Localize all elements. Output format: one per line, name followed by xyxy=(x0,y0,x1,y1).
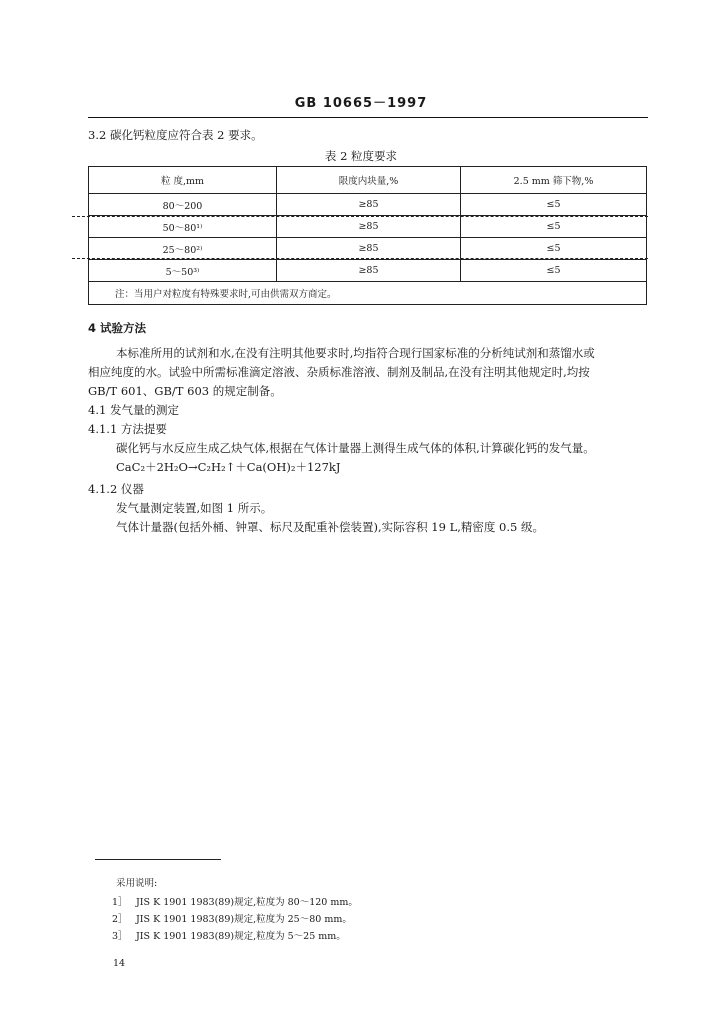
table-row xyxy=(89,194,647,216)
section-4-1-2-line: 发气量测定装置,如图 1 所示。 xyxy=(116,501,273,515)
section-4-para-line: GB/T 601、GB/T 603 的规定制备。 xyxy=(88,384,282,398)
cell-granularity: 25～80²⁾ xyxy=(89,238,277,260)
cell-undersize: ≤5 xyxy=(461,260,647,282)
footnote-text: JIS K 1901 1983(89)规定,粒度为 5～25 mm。 xyxy=(136,931,346,942)
section-4-1-heading: 4.1 发气量的测定 xyxy=(88,403,179,417)
section-4-para-line: 本标准所用的试剂和水,在没有注明其他要求时,均指符合现行国家标准的分析纯试剂和蒸馏水或 xyxy=(116,346,595,360)
header-within-limit: 限度内块量,% xyxy=(277,167,461,194)
section-4-para-line: 相应纯度的水。试验中所需标准滴定溶液、杂质标准溶液、制剂及制品,在没有注明其他规定时,均按 xyxy=(88,365,590,379)
footnote-text: JIS K 1901 1983(89)规定,粒度为 80～120 mm。 xyxy=(136,897,358,908)
grade-table xyxy=(88,166,647,305)
scan-dashed-line xyxy=(72,216,648,217)
table-caption: 表 2 粒度要求 xyxy=(324,149,398,163)
header-granularity: 粒 度,mm xyxy=(89,167,277,194)
footnote-title: 采用说明: xyxy=(116,878,158,889)
cell-within-limit: ≥85 xyxy=(277,260,461,282)
cell-within-limit: ≥85 xyxy=(277,194,461,216)
section-4-1-1-text: 碳化钙与水反应生成乙炔气体,根据在气体计量器上测得生成气体的体积,计算碳化钙的发气量。 xyxy=(116,441,595,455)
table-row xyxy=(89,260,647,282)
page-number: 14 xyxy=(113,958,126,969)
footnote-text: JIS K 1901 1983(89)规定,粒度为 25～80 mm。 xyxy=(136,914,352,925)
cell-within-limit: ≥85 xyxy=(277,238,461,260)
cell-within-limit: ≥85 xyxy=(277,216,461,238)
header-undersize: 2.5 mm 筛下物,% xyxy=(461,167,647,194)
table-row xyxy=(89,216,647,238)
header-rule xyxy=(88,117,648,118)
cell-granularity: 80～200 xyxy=(89,194,277,216)
footnote-number: 2］ xyxy=(112,914,128,925)
section-3-2: 3.2 碳化钙粒度应符合表 2 要求。 xyxy=(88,128,263,142)
section-4-1-2-heading: 4.1.2 仪器 xyxy=(88,482,144,496)
footnote-rule xyxy=(95,859,221,860)
reaction-equation: CaC₂＋2H₂O→C₂H₂↑＋Ca(OH)₂＋127kJ xyxy=(116,460,341,474)
cell-granularity: 5～50³⁾ xyxy=(89,260,277,282)
table-header-row xyxy=(89,167,647,194)
section-4-heading: 4 试验方法 xyxy=(88,321,147,335)
table-note-row xyxy=(89,282,647,305)
scan-dashed-line xyxy=(72,258,648,259)
table-note: 注：当用户对粒度有特殊要求时,可由供需双方商定。 xyxy=(89,282,647,305)
section-4-1-2-line: 气体计量器(包括外桶、钟罩、标尺及配重补偿装置),实际容积 19 L,精密度 0.5 级。 xyxy=(116,520,544,534)
section-4-1-1-heading: 4.1.1 方法提要 xyxy=(88,422,167,436)
cell-undersize: ≤5 xyxy=(461,194,647,216)
table-row xyxy=(89,238,647,260)
cell-undersize: ≤5 xyxy=(461,238,647,260)
running-header: GB 10665－1997 xyxy=(294,96,428,111)
cell-granularity: 50～80¹⁾ xyxy=(89,216,277,238)
cell-undersize: ≤5 xyxy=(461,216,647,238)
footnote-number: 3］ xyxy=(112,931,128,942)
footnote-number: 1］ xyxy=(112,897,128,908)
